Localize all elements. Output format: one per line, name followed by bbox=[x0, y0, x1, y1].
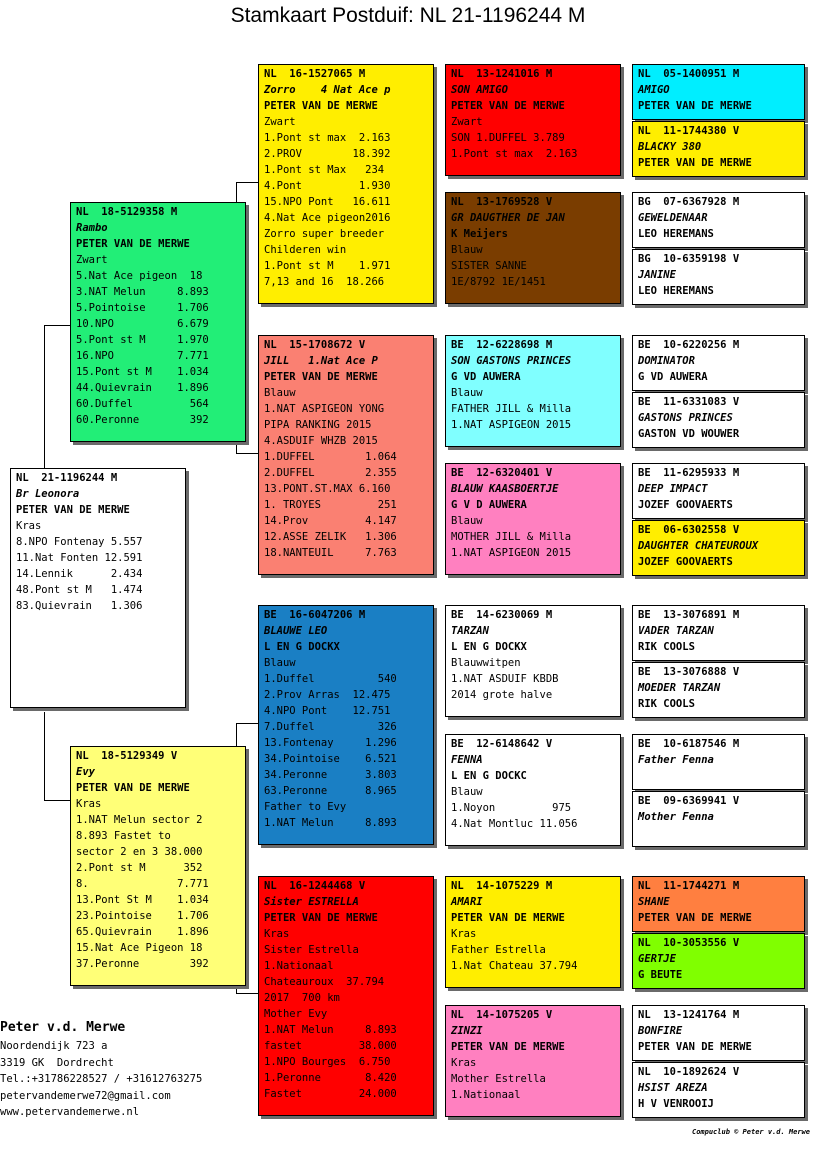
pigeon-name: VADER TARZAN bbox=[638, 625, 714, 637]
result-line: 37.Peronne 392 bbox=[76, 958, 209, 970]
result-line: 1.NAT Melun sector 2 bbox=[76, 814, 203, 826]
result-line: 2.PROV 18.392 bbox=[264, 148, 391, 160]
pigeon-card bbox=[632, 335, 805, 391]
result-line: 1.NAT ASPIGEON YONG bbox=[264, 403, 385, 415]
result-line: MOTHER JILL & Milla bbox=[451, 531, 572, 543]
result-line: 1.NPO Bourges 6.750 bbox=[264, 1056, 391, 1068]
pigeon-card bbox=[258, 876, 434, 1116]
result-line: Blauwwitpen bbox=[451, 657, 521, 669]
pigeon-card bbox=[445, 192, 621, 304]
result-line: 16.NPO 7.771 bbox=[76, 350, 209, 362]
pigeon-name: MOEDER TARZAN bbox=[638, 682, 721, 694]
result-line: 15.Pont st M 1.034 bbox=[76, 366, 209, 378]
pigeon-card bbox=[445, 335, 621, 447]
owner-name: PETER VAN DE MERWE bbox=[16, 504, 130, 516]
result-line: 4.ASDUIF WHZB 2015 bbox=[264, 435, 378, 447]
pigeon-name: Zorro 4 Nat Ace p bbox=[264, 84, 391, 96]
owner-name: G VD AUWERA bbox=[451, 371, 521, 383]
pigeon-name: SHANE bbox=[638, 896, 670, 908]
result-line: 14.Lennik 2.434 bbox=[16, 568, 143, 580]
owner-name: L EN G DOCKX bbox=[264, 641, 340, 653]
owner-name: PETER VAN DE MERWE bbox=[76, 238, 190, 250]
result-line: 13.Fontenay 1.296 bbox=[264, 737, 397, 749]
result-line: 8.NPO Fontenay 5.557 bbox=[16, 536, 143, 548]
result-line: SISTER SANNE bbox=[451, 260, 527, 272]
ring-number: NL 16-1244468 V bbox=[264, 880, 366, 892]
pigeon-name: ZINZI bbox=[451, 1025, 483, 1037]
pigeon-card bbox=[632, 734, 805, 790]
result-line: 60.Peronne 392 bbox=[76, 414, 209, 426]
owner-name: PETER VAN DE MERWE bbox=[451, 1041, 565, 1053]
pigeon-card bbox=[632, 249, 805, 305]
ring-number: NL 13-1769528 V bbox=[451, 196, 553, 208]
ring-number: BE 14-6230069 M bbox=[451, 609, 553, 621]
phone-line: Tel.:+31786228527 / +31612763275 bbox=[0, 1073, 203, 1085]
ring-number: BE 11-6331083 V bbox=[638, 396, 740, 408]
result-line: 5.Pointoise 1.706 bbox=[76, 302, 209, 314]
result-line: 1.NAT ASPIGEON 2015 bbox=[451, 419, 572, 431]
result-line: 2.DUFFEL 2.355 bbox=[264, 467, 397, 479]
pigeon-card bbox=[632, 463, 805, 519]
result-line: 1.Pont st M 1.971 bbox=[264, 260, 391, 272]
result-line: 34.Peronne 3.803 bbox=[264, 769, 397, 781]
pigeon-name: GEWELDENAAR bbox=[638, 212, 708, 224]
credit: Compuclub © Peter v.d. Merwe bbox=[691, 1128, 810, 1136]
pigeon-card bbox=[445, 605, 621, 717]
result-line: 1.Pont st max 2.163 bbox=[451, 148, 578, 160]
result-line: Father to Evy bbox=[264, 801, 347, 813]
ring-number: BE 10-6220256 M bbox=[638, 339, 740, 351]
pigeon-card bbox=[632, 392, 805, 448]
pigeon-card bbox=[445, 1005, 621, 1117]
result-line: 65.Quievrain 1.896 bbox=[76, 926, 209, 938]
ring-number: BE 11-6295933 M bbox=[638, 467, 740, 479]
pigeon-name: DEEP IMPACT bbox=[638, 483, 708, 495]
result-line: Blauw bbox=[451, 387, 483, 399]
owner-name: PETER VAN DE MERWE bbox=[451, 100, 565, 112]
pigeon-card bbox=[632, 520, 805, 576]
pigeon-name: FENNA bbox=[451, 754, 483, 766]
ring-number: NL 05-1400951 M bbox=[638, 68, 740, 80]
result-line: Sister Estrella bbox=[264, 944, 359, 956]
pigeon-name: BLACKY 380 bbox=[638, 141, 702, 153]
owner-name: JOZEF GOOVAERTS bbox=[638, 499, 733, 511]
connector bbox=[236, 182, 258, 183]
result-line: Blauw bbox=[451, 515, 483, 527]
address-line: Noordendijk 723 a bbox=[0, 1040, 108, 1052]
owner-name: PETER VAN DE MERWE bbox=[76, 782, 190, 794]
owner-name: H V VENROOIJ bbox=[638, 1098, 714, 1110]
result-line: 4.Pont 1.930 bbox=[264, 180, 391, 192]
result-line: 1.NAT ASDUIF KBDB bbox=[451, 673, 559, 685]
owner-name: PETER VAN DE MERWE bbox=[264, 371, 378, 383]
pigeon-card bbox=[632, 933, 805, 989]
result-line: 5.Nat Ace pigeon 18 bbox=[76, 270, 203, 282]
result-line: Blauw bbox=[451, 244, 483, 256]
result-line: 1.Nationaal bbox=[451, 1089, 521, 1101]
result-line: 1.Pont st Max 234 bbox=[264, 164, 385, 176]
ring-number: BE 12-6320401 V bbox=[451, 467, 553, 479]
ring-number: NL 13-1241764 M bbox=[638, 1009, 740, 1021]
connector bbox=[236, 453, 258, 454]
ring-number: NL 15-1708672 V bbox=[264, 339, 366, 351]
pigeon-card bbox=[632, 605, 805, 661]
result-line: 1.NAT Melun 8.893 bbox=[264, 1024, 397, 1036]
pigeon-card bbox=[632, 1062, 805, 1118]
address-line: 3319 GK Dordrecht bbox=[0, 1056, 114, 1069]
owner-name: PETER VAN DE MERWE bbox=[638, 100, 752, 112]
result-line: 8. 7.771 bbox=[76, 878, 209, 890]
pigeon-name: BLAUWE LEO bbox=[264, 625, 328, 637]
pigeon-name: SON GASTONS PRINCES bbox=[451, 355, 572, 367]
connector bbox=[44, 325, 45, 470]
pigeon-name: SON AMIGO bbox=[451, 84, 508, 96]
result-line: 2.Pont st M 352 bbox=[76, 862, 203, 874]
ring-number: NL 13-1241016 M bbox=[451, 68, 553, 80]
result-line: 3.NAT Melun 8.893 bbox=[76, 286, 209, 298]
pigeon-card bbox=[632, 64, 805, 120]
result-line: Father Estrella bbox=[451, 944, 546, 956]
result-line: 7,13 and 16 18.266 bbox=[264, 276, 385, 288]
owner-name: PETER VAN DE MERWE bbox=[264, 912, 378, 924]
pigeon-card bbox=[632, 662, 805, 718]
pigeon-name: Br Leonora bbox=[16, 488, 80, 500]
ring-number: BE 13-3076888 V bbox=[638, 666, 740, 678]
result-line: Blauw bbox=[451, 786, 483, 798]
pigeon-name: GR DAUGTHER DE JAN bbox=[451, 212, 565, 224]
pigeon-name: Mother Fenna bbox=[638, 811, 714, 823]
ring-number: BE 06-6302558 V bbox=[638, 524, 740, 536]
connector bbox=[236, 993, 258, 994]
pigeon-name: Evy bbox=[76, 766, 95, 778]
owner-name: RIK COOLS bbox=[638, 641, 695, 653]
pigeon-card bbox=[632, 1005, 805, 1061]
result-line: 83.Quievrain 1.306 bbox=[16, 600, 143, 612]
result-line: 10.NPO 6.679 bbox=[76, 318, 209, 330]
result-line: 23.Pointoise 1.706 bbox=[76, 910, 209, 922]
pigeon-name: DAUGHTER CHATEUROUX bbox=[638, 540, 759, 552]
result-line: PIPA RANKING 2015 bbox=[264, 419, 372, 431]
connector bbox=[44, 712, 45, 800]
pigeon-name: JILL 1.Nat Ace P bbox=[264, 355, 378, 367]
pigeon-name: AMIGO bbox=[638, 84, 670, 96]
result-line: 4.NPO Pont 12.751 bbox=[264, 705, 391, 717]
result-line: 34.Pointoise 6.521 bbox=[264, 753, 397, 765]
ring-number: BE 12-6148642 V bbox=[451, 738, 553, 750]
pigeon-card bbox=[258, 335, 434, 575]
result-line: Kras bbox=[76, 798, 102, 810]
result-line: 1.NAT ASPIGEON 2015 bbox=[451, 547, 572, 559]
result-line: 11.Nat Fonten 12.591 bbox=[16, 552, 143, 564]
result-line: Blauw bbox=[264, 657, 296, 669]
pigeon-card bbox=[445, 734, 621, 846]
pigeon-card bbox=[258, 605, 434, 845]
owner-name: PETER VAN DE MERWE bbox=[264, 100, 378, 112]
ring-number: NL 18-5129349 V bbox=[76, 750, 178, 762]
pigeon-card bbox=[632, 121, 805, 177]
pigeon-name: Father Fenna bbox=[638, 754, 714, 766]
website-link[interactable]: www.petervandemerwe.nl bbox=[0, 1106, 140, 1118]
pigeon-name: Rambo bbox=[76, 222, 108, 234]
ring-number: NL 10-3053556 V bbox=[638, 937, 740, 949]
result-line: Kras bbox=[16, 520, 42, 532]
result-line: Mother Evy bbox=[264, 1008, 328, 1020]
result-line: 1.NAT Melun 8.893 bbox=[264, 817, 397, 829]
result-line: 8.893 Fastet to bbox=[76, 830, 171, 842]
breeder-contact bbox=[0, 1018, 202, 1121]
result-line: 13.Pont St M 1.034 bbox=[76, 894, 209, 906]
result-line: 1.Noyon 975 bbox=[451, 802, 572, 814]
owner-name: K Meijers bbox=[451, 228, 508, 240]
pigeon-name: HSIST AREZA bbox=[638, 1082, 708, 1094]
result-line: 1. TROYES 251 bbox=[264, 499, 397, 511]
page-title: Stamkaart Postduif: NL 21-1196244 M bbox=[230, 4, 586, 27]
result-line: 1.Peronne 8.420 bbox=[264, 1072, 397, 1084]
result-line: 13.PONT.ST.MAX 6.160 bbox=[264, 483, 391, 495]
pigeon-card bbox=[445, 64, 621, 176]
owner-name: GASTON VD WOUWER bbox=[638, 428, 740, 440]
ring-number: NL 18-5129358 M bbox=[76, 206, 178, 218]
result-line: 7.Duffel 326 bbox=[264, 721, 397, 733]
pigeon-card bbox=[445, 463, 621, 575]
ring-number: BE 12-6228698 M bbox=[451, 339, 553, 351]
pigeon-name: Sister ESTRELLA bbox=[264, 896, 359, 908]
ring-number: NL 11-1744271 M bbox=[638, 880, 740, 892]
connector bbox=[44, 325, 70, 326]
result-line: FATHER JILL & Milla bbox=[451, 403, 572, 415]
owner-name: G VD AUWERA bbox=[638, 371, 708, 383]
ring-number: NL 10-1892624 V bbox=[638, 1066, 740, 1078]
ring-number: BG 07-6367928 M bbox=[638, 196, 740, 208]
ring-number: BE 13-3076891 M bbox=[638, 609, 740, 621]
result-line: 1.DUFFEL 1.064 bbox=[264, 451, 397, 463]
result-line: SON 1.DUFFEL 3.789 bbox=[451, 132, 565, 144]
email-link[interactable]: petervandemerwe72@gmail.com bbox=[0, 1089, 171, 1102]
pigeon-name: GASTONS PRINCES bbox=[638, 412, 733, 424]
ring-number: NL 14-1075229 M bbox=[451, 880, 553, 892]
pigeon-name: BONFIRE bbox=[638, 1025, 683, 1037]
pigeon-name: TARZAN bbox=[451, 625, 489, 637]
pigeon-card bbox=[258, 64, 434, 304]
pigeon-card bbox=[70, 746, 246, 986]
result-line: 1.Pont st max 2.163 bbox=[264, 132, 391, 144]
result-line: Kras bbox=[451, 1057, 477, 1069]
pigeon-name: AMARI bbox=[451, 896, 483, 908]
owner-name: G V D AUWERA bbox=[451, 499, 527, 511]
result-line: Zorro super breeder bbox=[264, 228, 385, 240]
ring-number: BG 10-6359198 V bbox=[638, 253, 740, 265]
owner-name: L EN G DOCKC bbox=[451, 770, 527, 782]
ring-number: NL 16-1527065 M bbox=[264, 68, 366, 80]
result-line: 48.Pont st M 1.474 bbox=[16, 584, 143, 596]
result-line: Kras bbox=[264, 928, 290, 940]
result-line: 15.Nat Ace Pigeon 18 bbox=[76, 942, 203, 954]
pigeon-card bbox=[632, 192, 805, 248]
result-line: 15.NPO Pont 16.611 bbox=[264, 196, 391, 208]
result-line: Chateauroux 37.794 bbox=[264, 976, 385, 988]
pigeon-card bbox=[632, 876, 805, 932]
result-line: 14.Prov 4.147 bbox=[264, 515, 397, 527]
result-line: 1.Duffel 540 bbox=[264, 673, 397, 685]
result-line: Zwart bbox=[264, 116, 296, 128]
connector bbox=[236, 723, 258, 724]
result-line: 18.NANTEUIL 7.763 bbox=[264, 547, 397, 559]
result-line: Kras bbox=[451, 928, 477, 940]
result-line: 4.Nat Ace pigeon2016 bbox=[264, 212, 391, 224]
ring-number: NL 14-1075205 V bbox=[451, 1009, 553, 1021]
result-line: 12.ASSE ZELIK 1.306 bbox=[264, 531, 397, 543]
result-line: Blauw bbox=[264, 387, 296, 399]
pigeon-card bbox=[445, 876, 621, 988]
result-line: 44.Quievrain 1.896 bbox=[76, 382, 209, 394]
owner-name: PETER VAN DE MERWE bbox=[638, 157, 752, 169]
pigeon-name: BLAUW KAASBOERTJE bbox=[451, 483, 559, 495]
result-line: 2014 grote halve bbox=[451, 689, 553, 701]
pigeon-card bbox=[70, 202, 246, 442]
result-line: Mother Estrella bbox=[451, 1073, 546, 1085]
ring-number: BE 09-6369941 V bbox=[638, 795, 740, 807]
owner-name: RIK COOLS bbox=[638, 698, 695, 710]
pigeon-card bbox=[10, 468, 186, 708]
result-line: 63.Peronne 8.965 bbox=[264, 785, 397, 797]
result-line: 60.Duffel 564 bbox=[76, 398, 209, 410]
result-line: Childeren win bbox=[264, 244, 347, 256]
ring-number: NL 11-1744380 V bbox=[638, 125, 740, 137]
pigeon-name: GERTJE bbox=[638, 953, 676, 965]
owner-name: L EN G DOCKX bbox=[451, 641, 527, 653]
result-line: 1.Nat Chateau 37.794 bbox=[451, 960, 578, 972]
result-line: Zwart bbox=[76, 254, 108, 266]
owner-name: LEO HEREMANS bbox=[638, 228, 714, 240]
result-line: 2017 700 km bbox=[264, 992, 340, 1004]
connector bbox=[44, 800, 70, 801]
breeder-name: Peter v.d. Merwe bbox=[0, 1020, 126, 1035]
result-line: Fastet 24.000 bbox=[264, 1088, 397, 1100]
owner-name: PETER VAN DE MERWE bbox=[638, 912, 752, 924]
owner-name: JOZEF GOOVAERTS bbox=[638, 556, 733, 568]
ring-number: NL 21-1196244 M bbox=[16, 472, 118, 484]
owner-name: PETER VAN DE MERWE bbox=[638, 1041, 752, 1053]
result-line: fastet 38.000 bbox=[264, 1040, 397, 1052]
ring-number: BE 10-6187546 M bbox=[638, 738, 740, 750]
pigeon-card bbox=[632, 791, 805, 847]
pigeon-name: DOMINATOR bbox=[638, 355, 695, 367]
result-line: Zwart bbox=[451, 116, 483, 128]
owner-name: G BEUTE bbox=[638, 969, 683, 981]
result-line: 2.Prov Arras 12.475 bbox=[264, 689, 391, 701]
result-line: 1.Nationaal bbox=[264, 960, 334, 972]
result-line: 1E/8792 1E/1451 bbox=[451, 276, 546, 288]
ring-number: BE 16-6047206 M bbox=[264, 609, 366, 621]
result-line: 4.Nat Montluc 11.056 bbox=[451, 818, 578, 830]
result-line: 5.Pont st M 1.970 bbox=[76, 334, 209, 346]
owner-name: LEO HEREMANS bbox=[638, 285, 714, 297]
owner-name: PETER VAN DE MERWE bbox=[451, 912, 565, 924]
result-line: sector 2 en 3 38.000 bbox=[76, 846, 203, 858]
pigeon-name: JANINE bbox=[638, 269, 676, 281]
